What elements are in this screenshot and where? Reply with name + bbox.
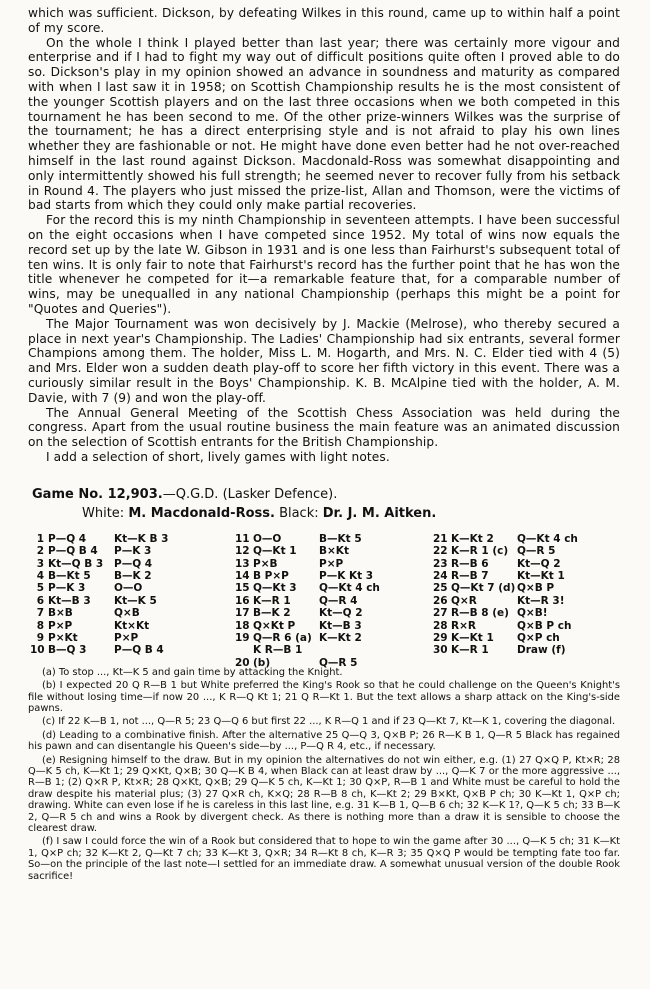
black-move: Kt—Kt 1 xyxy=(517,569,565,582)
white-move: R—B 8 (e) xyxy=(451,607,509,620)
move-row xyxy=(235,595,380,607)
black-move: Kt—Q 2 xyxy=(319,607,363,620)
move-number: 28 xyxy=(433,619,448,632)
move-number: 23 xyxy=(433,557,448,570)
paragraph: The Major Tournament was won decisively by J. Mackie (Melrose), who thereby secured a place in next year's Championship. The Ladies' Championship had six entrants, several former Champions among them. The holder, Miss L. M. Hogarth, and Mrs. N. C. Elder tied with 4 (5) and Mrs. Elder won a sudden death play-off to score her fifth victory in this event. There was a curiously similar result in the Boys' Championship. K. B. McAlpine tied with the holder, A. M. Davie, with 7 (9) and won the play-off. xyxy=(28,316,620,405)
black-move: P×P xyxy=(319,557,344,570)
move-number: 27 xyxy=(433,607,448,620)
black-move: Kt—K 5 xyxy=(114,594,157,607)
move-number: 29 xyxy=(433,631,448,644)
game-number: Game No. 12,903. xyxy=(32,486,163,502)
move-number: 26 xyxy=(433,594,448,607)
paragraph: For the record this is my ninth Championship in seventeen attempts. I have been successful on the eight occasions when I have competed since 1952. My total of wins now equals the record set up by the late W. Gibson in 1931 and is one less than Fairhurst's subsequent total of ten wins. It is only fair to note that Fairhurst's record has the further point that he has won the title whenever he competed for it—a remarkable feature that, for a comparable number of wins, may be unequalled in any national Championship (perhaps this might be a point for "Quotes and Queries"). xyxy=(28,213,620,316)
move-row xyxy=(235,558,380,570)
black-move: Q×B P xyxy=(517,582,555,595)
paragraph: which was sufficient. Dickson, by defeating Wilkes in this round, came up to within half a point of my score. xyxy=(28,6,620,35)
move-row xyxy=(433,644,578,656)
move-number: 11 xyxy=(235,532,250,545)
note: (b) I expected 20 Q R—B 1 but White preferred the King's Rook so that he could challenge on the Queen's Knight's file without losing time—if now 20 ..., K R—Q Kt 1; 21 Q R—Kt 1. But the text allows a sharp attack on the King's-side pawns. xyxy=(28,680,620,714)
move-row xyxy=(433,632,578,644)
white-move: K R—B 1 (b) xyxy=(253,644,303,669)
black-move: K—Kt 2 xyxy=(319,631,362,644)
black-move: B—Kt 5 xyxy=(319,532,362,545)
black-move: Q—Kt 4 ch xyxy=(517,532,578,545)
black-move: B—K 2 xyxy=(114,569,152,582)
note: (c) If 22 K—B 1, not ..., Q—R 5; 23 Q—Q 6 but first 22 ..., K R—Q 1 and if 23 Q—Kt 7, Kt—K 1, covering the diagonal. xyxy=(42,716,616,728)
move-list xyxy=(28,532,620,669)
move-row xyxy=(30,558,168,570)
white-move: Kt—Q B 3 xyxy=(48,557,104,570)
white-move: P—K 3 xyxy=(48,582,86,595)
move-row xyxy=(433,533,578,545)
white-move: O—O xyxy=(253,532,282,545)
game-players xyxy=(82,506,620,521)
move-number: 15 xyxy=(235,582,250,595)
paragraph: The Annual General Meeting of the Scottish Chess Association was held during the congress. Apart from the usual routine business the main feature was an animated discussion on the selection of Scottish entrants for the British Championship. xyxy=(28,405,620,450)
move-number: 18 xyxy=(235,619,250,632)
move-row xyxy=(433,595,578,607)
black-move: P—Q B 4 xyxy=(114,644,164,657)
black-move: Q—Kt 4 ch xyxy=(319,582,380,595)
move-row xyxy=(433,607,578,619)
white-move: P×P xyxy=(48,619,73,632)
move-row xyxy=(235,533,380,545)
note: (a) To stop ..., Kt—K 5 and gain time by attacking the Knight. xyxy=(42,666,343,678)
black-label: Black: xyxy=(279,505,319,521)
black-move: Q×B! xyxy=(517,607,548,620)
black-player: Dr. J. M. Aitken. xyxy=(322,505,437,521)
move-column xyxy=(433,533,578,657)
move-row xyxy=(235,632,380,644)
move-number: 4 xyxy=(36,569,44,582)
paragraph: On the whole I think I played better than last year; there was certainly more vigour and enterprise and if I had to fight my way out of difficult positions quite often I proved able to do so. Dickson's play in my opinion showed an advance in soundness and maturity as compared with when I last saw it in 1958; on Scottish Championship results he is the most consistent of the younger Scottish players and on the last three occasions when we both competed in this tournament he has been second to me. Of the other prize-winners Wilkes was the surprise of the tournament; he has a direct enterprising style and is not afraid to play his own lines whether they are fashionable or not. He might have done even better had he not over-reached himself in the last round against Dickson. Macdonald-Ross was somewhat disappointing and only intermittently showed his full strength; he seemed never to recover fully from his setback in Round 4. The players who just missed the prize-list, Allan and Thomson, were the victims of bad starts from which they could only make partial recoveries. xyxy=(28,35,620,213)
move-number: 21 xyxy=(433,532,448,545)
game-notes xyxy=(28,667,620,882)
white-move: B P×P xyxy=(253,569,289,582)
white-move: B—K 2 xyxy=(253,607,291,620)
move-row xyxy=(433,620,578,632)
black-move: O—O xyxy=(114,582,143,595)
move-number: 9 xyxy=(36,631,44,644)
move-row xyxy=(30,545,168,557)
black-move: Kt—Q 2 xyxy=(517,557,561,570)
black-move: B×Kt xyxy=(319,545,349,558)
move-column xyxy=(235,533,380,669)
white-move: K—R 1 xyxy=(253,594,291,607)
black-move: P—Q 4 xyxy=(114,557,153,570)
white-move: P×Kt xyxy=(48,631,78,644)
white-move: K—R 1 xyxy=(451,644,489,657)
black-move: Q—R 5 xyxy=(517,545,556,558)
note: (e) Resigning himself to the draw. But in my opinion the alternatives do not win either, e.g. (1) 27 Q×Q P, Kt×R; 28 Q—K 5 ch, K—Kt 1; 29 Q×Kt, Q×B; 30 Q—K B 4, when Black can at least draw by ..., Q—K 7 or the more aggressive ..., R—B 1; (2) Q×R P, Kt×R; 28 Q×Kt, Q×B; 29 Q—K 5 ch, K—Kt 1; 30 Q×P, R—B 1 and White must be careful to hold the draw despite his material plus; (3) 27 Q×R ch, K×Q; 28 R—B 8 ch, K—Kt 2; 29 B×Kt, Q×B P ch; 30 K—Kt 1, Q×P ch; drawing. White can even lose if he is careless in this last line, e.g. 31 K—B 1, Q—B 6 ch; 32 K—K 1?, Q—K 5 ch; 33 B—K 2, Q—R 5 ch and wins a Rook by divergent check. As there is nothing more than a draw it is sensible to choose the clearest draw. xyxy=(28,754,620,834)
black-move: Kt—B 3 xyxy=(319,619,362,632)
move-number: 7 xyxy=(36,607,44,620)
move-row xyxy=(235,644,380,669)
move-row xyxy=(235,607,380,619)
move-row xyxy=(30,570,168,582)
white-move: P—Q 4 xyxy=(48,532,87,545)
black-move: P×P xyxy=(114,631,139,644)
white-move: K—Kt 1 xyxy=(451,631,494,644)
move-number: 10 xyxy=(30,644,45,657)
move-number: 19 xyxy=(235,631,250,644)
move-row xyxy=(235,620,380,632)
white-move: B×B xyxy=(48,607,73,620)
move-number: 3 xyxy=(36,557,44,570)
white-move: B—Q 3 xyxy=(48,644,87,657)
white-move: Q—Kt 7 (d) xyxy=(451,582,516,595)
white-player: M. Macdonald-Ross. xyxy=(128,505,275,521)
move-row xyxy=(433,582,578,594)
move-number: 13 xyxy=(235,557,250,570)
white-move: R—B 7 xyxy=(451,569,489,582)
white-move: Q×Kt P xyxy=(253,619,296,632)
black-move: P—K 3 xyxy=(114,545,152,558)
game-opening: —Q.G.D. (Lasker Defence). xyxy=(162,486,338,502)
move-number: 1 xyxy=(36,532,44,545)
black-move: Q—R 4 xyxy=(319,594,358,607)
white-move: Q—Kt 3 xyxy=(253,582,297,595)
black-move: Kt—K B 3 xyxy=(114,532,169,545)
white-label: White: xyxy=(82,505,125,521)
white-move: K—Kt 2 xyxy=(451,532,494,545)
move-row xyxy=(433,570,578,582)
move-row xyxy=(235,545,380,557)
white-move: K—R 1 (c) xyxy=(451,545,509,558)
article-body xyxy=(28,6,620,465)
black-move: P—K Kt 3 xyxy=(319,569,374,582)
move-number: 22 xyxy=(433,545,448,558)
note: (f) I saw I could force the win of a Rook but considered that to hope to win the game after 30 ..., Q—K 5 ch; 31 K—Kt 1, Q×P ch; 32 K—Kt 2, Q—Kt 7 ch; 33 K—Kt 3, Q×R; 34 R—Kt 8 ch, K—R 3; 35 Q×Q P would be tempting fate too far. So—on the principle of the last note—I settled for an immediate draw. A somewhat unusual version of the double Rook sacrifice! xyxy=(28,836,620,882)
move-number: 25 xyxy=(433,582,448,595)
white-move: R—B 6 xyxy=(451,557,489,570)
move-number: 17 xyxy=(235,607,250,620)
note: (d) Leading to a combinative finish. After the alternative 25 Q—Q 3, Q×B P; 26 R—K B 1, Q—R 5 Black has regained his pawn and can disentangle his Queen's side—by ..., P—Q R 4, etc., if necessary. xyxy=(28,729,620,753)
move-row xyxy=(30,595,168,607)
game-heading xyxy=(32,487,620,502)
move-number: 24 xyxy=(433,569,448,582)
move-row xyxy=(30,632,168,644)
black-move: Q×B xyxy=(114,607,140,620)
move-row xyxy=(235,570,380,582)
move-number: 16 xyxy=(235,594,250,607)
white-move: P×B xyxy=(253,557,278,570)
move-row xyxy=(30,607,168,619)
move-row xyxy=(30,582,168,594)
move-number: 30 xyxy=(433,644,448,657)
move-row xyxy=(30,620,168,632)
white-move: R×R xyxy=(451,619,476,632)
move-number: 20 xyxy=(235,656,250,669)
move-row xyxy=(30,644,168,656)
black-move: Kt×Kt xyxy=(114,619,150,632)
white-move: P—Q B 4 xyxy=(48,545,98,558)
move-number: 6 xyxy=(36,594,44,607)
white-move: B—Kt 5 xyxy=(48,569,91,582)
move-row xyxy=(433,558,578,570)
black-move: Q×B P ch xyxy=(517,619,572,632)
move-row xyxy=(30,533,168,545)
white-move: Kt—B 3 xyxy=(48,594,91,607)
move-number: 5 xyxy=(36,582,44,595)
move-number: 2 xyxy=(36,545,44,558)
move-row xyxy=(433,545,578,557)
white-move: Q—Kt 1 xyxy=(253,545,297,558)
white-move: Q—R 6 (a) xyxy=(253,631,312,644)
black-move: Kt—R 3! xyxy=(517,594,565,607)
move-row xyxy=(235,582,380,594)
paragraph: I add a selection of short, lively games with light notes. xyxy=(46,449,390,464)
move-number: 14 xyxy=(235,569,250,582)
black-move: Draw (f) xyxy=(517,644,566,657)
black-move: Q—R 5 xyxy=(319,656,358,669)
black-move: Q×P ch xyxy=(517,631,560,644)
move-number: 12 xyxy=(235,545,250,558)
move-column xyxy=(30,533,168,657)
move-number: 8 xyxy=(36,619,44,632)
white-move: Q×R xyxy=(451,594,477,607)
